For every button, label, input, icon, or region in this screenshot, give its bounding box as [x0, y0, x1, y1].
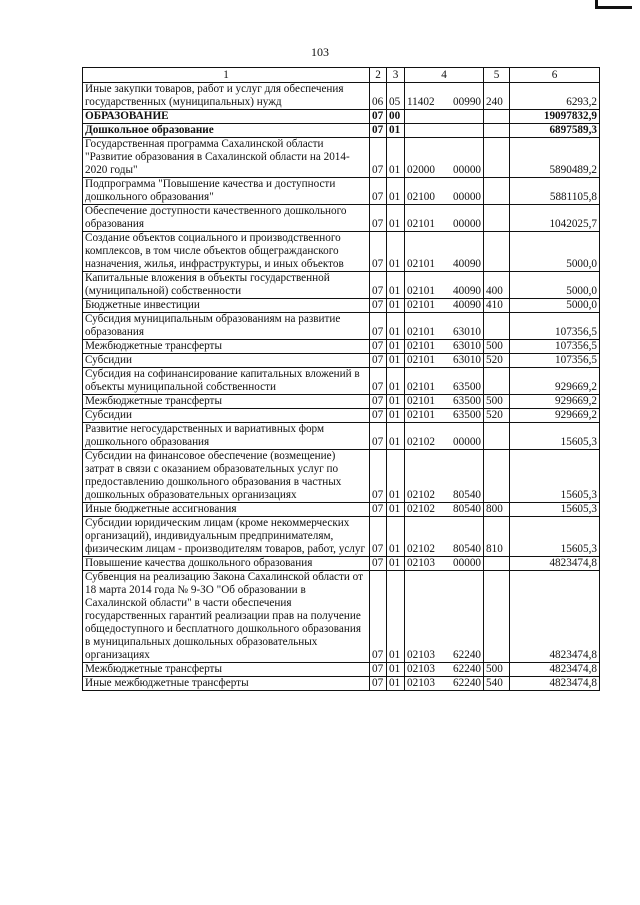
row-name: Субсидии — [83, 409, 370, 423]
page-number: 103 — [311, 45, 329, 59]
table-row — [83, 677, 600, 691]
row-subsection: 05 — [387, 83, 405, 110]
row-target-direction: 40090 — [453, 285, 481, 297]
row-target-program: 11402 — [407, 96, 435, 108]
row-amount: 4823474,8 — [510, 677, 600, 691]
row-name: Дошкольное образование — [83, 124, 370, 138]
row-target-program: 02103 — [407, 557, 435, 569]
row-name: Развитие негосударственных и вариативных форм дошкольного образования — [83, 423, 370, 450]
row-expense-type — [484, 110, 510, 124]
header-cell-3: 3 — [387, 68, 405, 83]
row-target-direction: 40090 — [453, 258, 481, 270]
corner-mark — [595, 0, 632, 9]
row-expense-type — [484, 232, 510, 272]
row-amount: 5000,0 — [510, 272, 600, 299]
row-target-article — [405, 110, 484, 124]
row-expense-type: 520 — [484, 354, 510, 368]
row-target-article — [405, 368, 484, 395]
row-section: 07 — [370, 423, 387, 450]
row-expense-type: 520 — [484, 409, 510, 423]
table-row — [83, 313, 600, 340]
row-target-direction: 80540 — [453, 489, 481, 501]
row-target-direction: 80540 — [453, 503, 481, 515]
table-row — [83, 232, 600, 272]
header-cell-6: 6 — [510, 68, 600, 83]
table-row — [83, 409, 600, 423]
header-cell-2: 2 — [370, 68, 387, 83]
table-row — [83, 340, 600, 354]
row-expense-type — [484, 205, 510, 232]
row-section: 07 — [370, 110, 387, 124]
row-target-direction: 40090 — [453, 299, 481, 311]
header-row — [83, 68, 600, 83]
row-target-article — [405, 124, 484, 138]
row-target-program: 02101 — [407, 285, 435, 297]
row-target-program: 02102 — [407, 503, 435, 515]
row-amount: 107356,5 — [510, 340, 600, 354]
row-target-program: 02000 — [407, 164, 435, 176]
table-row — [83, 395, 600, 409]
row-target-direction: 63010 — [453, 326, 481, 338]
row-target-direction: 00000 — [453, 557, 481, 569]
row-target-program: 02101 — [407, 381, 435, 393]
row-target-direction: 62240 — [453, 649, 481, 661]
table-row — [83, 368, 600, 395]
table-row — [83, 354, 600, 368]
row-target-program: 02102 — [407, 436, 435, 448]
row-subsection: 01 — [387, 124, 405, 138]
row-name: ОБРАЗОВАНИЕ — [83, 110, 370, 124]
row-name: Повышение качества дошкольного образования — [83, 557, 370, 571]
row-expense-type — [484, 368, 510, 395]
row-amount: 6897589,3 — [510, 124, 600, 138]
row-target-direction: 62240 — [453, 677, 481, 689]
row-subsection: 01 — [387, 205, 405, 232]
row-section: 07 — [370, 571, 387, 663]
row-name: Субвенция на реализацию Закона Сахалинской области от 18 марта 2014 года № 9-ЗО "Об образовании в Сахалинской области" в части обеспечения государственных гарантий реализации прав на получение общедоступного и бесплатного дошкольного образования в муниципальных дошкольных образовательных организациях — [83, 571, 370, 663]
row-target-program: 02101 — [407, 326, 435, 338]
row-expense-type: 500 — [484, 663, 510, 677]
row-target-program: 02101 — [407, 409, 435, 421]
row-target-program: 02101 — [407, 218, 435, 230]
table-row — [83, 110, 600, 124]
row-target-program: 02101 — [407, 395, 435, 407]
row-name: Субсидия на софинансирование капитальных вложений в объекты муниципальной собственности — [83, 368, 370, 395]
row-expense-type: 800 — [484, 503, 510, 517]
table-row — [83, 503, 600, 517]
row-target-program: 02101 — [407, 340, 435, 352]
row-name: Межбюджетные трансферты — [83, 340, 370, 354]
row-expense-type — [484, 178, 510, 205]
row-amount: 15605,3 — [510, 423, 600, 450]
row-target-program: 02100 — [407, 191, 435, 203]
row-amount: 5000,0 — [510, 232, 600, 272]
row-name: Межбюджетные трансферты — [83, 663, 370, 677]
header-cell-1: 1 — [83, 68, 370, 83]
row-section: 07 — [370, 354, 387, 368]
row-target-program: 02103 — [407, 677, 435, 689]
table-row — [83, 557, 600, 571]
row-name: Субсидии юридическим лицам (кроме некоммерческих организаций), индивидуальным предпринимателям, физическим лицам - производителям товаров, работ, услуг — [83, 517, 370, 557]
row-subsection: 01 — [387, 272, 405, 299]
row-target-article — [405, 205, 484, 232]
row-target-article — [405, 232, 484, 272]
row-section: 07 — [370, 299, 387, 313]
row-name: Государственная программа Сахалинской области "Развитие образования в Сахалинской области на 2014-2020 годы" — [83, 138, 370, 178]
row-amount: 15605,3 — [510, 450, 600, 503]
row-target-article — [405, 450, 484, 503]
row-amount: 1042025,7 — [510, 205, 600, 232]
row-amount: 15605,3 — [510, 503, 600, 517]
row-amount: 15605,3 — [510, 517, 600, 557]
row-target-program: 02103 — [407, 649, 435, 661]
row-target-program: 02101 — [407, 354, 435, 366]
row-target-article — [405, 503, 484, 517]
row-expense-type — [484, 571, 510, 663]
row-section: 07 — [370, 517, 387, 557]
row-subsection: 01 — [387, 313, 405, 340]
row-subsection: 01 — [387, 395, 405, 409]
row-target-article — [405, 571, 484, 663]
table-row — [83, 124, 600, 138]
row-target-article — [405, 299, 484, 313]
row-section: 07 — [370, 368, 387, 395]
row-target-direction: 80540 — [453, 543, 481, 555]
table-row — [83, 517, 600, 557]
row-amount: 107356,5 — [510, 354, 600, 368]
row-target-program: 02101 — [407, 258, 435, 270]
row-amount: 5000,0 — [510, 299, 600, 313]
row-subsection: 01 — [387, 368, 405, 395]
row-subsection: 01 — [387, 423, 405, 450]
row-expense-type: 400 — [484, 272, 510, 299]
row-subsection: 01 — [387, 409, 405, 423]
row-target-article — [405, 517, 484, 557]
row-section: 07 — [370, 272, 387, 299]
row-section: 07 — [370, 677, 387, 691]
row-name: Капитальные вложения в объекты государственной (муниципальной) собственности — [83, 272, 370, 299]
header-cell-4: 4 — [405, 68, 484, 83]
row-amount: 4823474,8 — [510, 571, 600, 663]
table-row — [83, 178, 600, 205]
row-subsection: 01 — [387, 571, 405, 663]
row-subsection: 01 — [387, 232, 405, 272]
row-section: 07 — [370, 409, 387, 423]
row-expense-type: 240 — [484, 83, 510, 110]
row-section: 07 — [370, 124, 387, 138]
row-section: 07 — [370, 178, 387, 205]
row-subsection: 01 — [387, 340, 405, 354]
row-subsection: 01 — [387, 663, 405, 677]
row-name: Создание объектов социального и производственного комплексов, в том числе объектов общегражданского назначения, жилья, инфраструктуры, и иных объектов — [83, 232, 370, 272]
row-name: Иные бюджетные ассигнования — [83, 503, 370, 517]
row-target-direction: 00000 — [453, 436, 481, 448]
row-subsection: 01 — [387, 354, 405, 368]
row-name: Обеспечение доступности качественного дошкольного образования — [83, 205, 370, 232]
row-section: 07 — [370, 340, 387, 354]
row-amount: 107356,5 — [510, 313, 600, 340]
row-name: Субсидии на финансовое обеспечение (возмещение) затрат в связи с оказанием образовательных услуг по предоставлению дошкольного образования в частных дошкольных образовательных организациях — [83, 450, 370, 503]
row-target-direction: 00000 — [453, 218, 481, 230]
row-section: 07 — [370, 450, 387, 503]
row-amount: 5890489,2 — [510, 138, 600, 178]
row-expense-type: 500 — [484, 340, 510, 354]
row-target-article — [405, 83, 484, 110]
table-row — [83, 663, 600, 677]
row-expense-type — [484, 313, 510, 340]
row-subsection: 01 — [387, 677, 405, 691]
table-row — [83, 138, 600, 178]
row-section: 07 — [370, 138, 387, 178]
row-name: Субсидии — [83, 354, 370, 368]
table-row — [83, 205, 600, 232]
row-subsection: 01 — [387, 450, 405, 503]
row-target-article — [405, 395, 484, 409]
row-target-article — [405, 557, 484, 571]
row-amount: 929669,2 — [510, 409, 600, 423]
row-name: Иные межбюджетные трансферты — [83, 677, 370, 691]
row-target-article — [405, 272, 484, 299]
row-target-program: 02102 — [407, 489, 435, 501]
row-target-article — [405, 313, 484, 340]
row-name: Бюджетные инвестиции — [83, 299, 370, 313]
row-target-article — [405, 340, 484, 354]
row-subsection: 01 — [387, 557, 405, 571]
row-target-article — [405, 178, 484, 205]
table-body — [83, 83, 600, 691]
row-expense-type: 410 — [484, 299, 510, 313]
row-target-direction: 63500 — [453, 395, 481, 407]
row-amount: 929669,2 — [510, 368, 600, 395]
row-target-article — [405, 677, 484, 691]
row-subsection: 00 — [387, 110, 405, 124]
row-target-direction: 63500 — [453, 381, 481, 393]
row-section: 07 — [370, 205, 387, 232]
row-subsection: 01 — [387, 503, 405, 517]
row-expense-type — [484, 138, 510, 178]
row-section: 07 — [370, 663, 387, 677]
row-section: 06 — [370, 83, 387, 110]
header-cell-5: 5 — [484, 68, 510, 83]
row-amount: 4823474,8 — [510, 663, 600, 677]
row-expense-type — [484, 124, 510, 138]
row-target-direction: 63010 — [453, 340, 481, 352]
table-row — [83, 423, 600, 450]
row-expense-type: 810 — [484, 517, 510, 557]
row-target-direction: 00990 — [453, 96, 481, 108]
row-amount: 929669,2 — [510, 395, 600, 409]
row-name: Подпрограмма "Повышение качества и доступности дошкольного образования" — [83, 178, 370, 205]
row-name: Иные закупки товаров, работ и услуг для обеспечения государственных (муниципальных) нужд — [83, 83, 370, 110]
row-subsection: 01 — [387, 517, 405, 557]
table-row — [83, 272, 600, 299]
row-section: 07 — [370, 395, 387, 409]
row-target-article — [405, 354, 484, 368]
row-amount: 4823474,8 — [510, 557, 600, 571]
table-row — [83, 450, 600, 503]
row-target-article — [405, 423, 484, 450]
row-section: 07 — [370, 232, 387, 272]
table-row — [83, 299, 600, 313]
row-subsection: 01 — [387, 138, 405, 178]
row-target-direction: 63010 — [453, 354, 481, 366]
row-amount: 19097832,9 — [510, 110, 600, 124]
table-row — [83, 83, 600, 110]
row-target-program: 02102 — [407, 543, 435, 555]
row-target-article — [405, 663, 484, 677]
budget-table — [82, 67, 600, 691]
row-subsection: 01 — [387, 299, 405, 313]
row-target-program: 02101 — [407, 299, 435, 311]
row-name: Субсидия муниципальным образованиям на развитие образования — [83, 313, 370, 340]
row-subsection: 01 — [387, 178, 405, 205]
row-target-program: 02103 — [407, 663, 435, 675]
row-section: 07 — [370, 503, 387, 517]
row-target-direction: 00000 — [453, 164, 481, 176]
row-target-direction: 63500 — [453, 409, 481, 421]
row-expense-type: 500 — [484, 395, 510, 409]
row-amount: 6293,2 — [510, 83, 600, 110]
row-expense-type: 540 — [484, 677, 510, 691]
table-row — [83, 571, 600, 663]
row-target-article — [405, 409, 484, 423]
row-expense-type — [484, 557, 510, 571]
row-expense-type — [484, 423, 510, 450]
row-target-direction: 00000 — [453, 191, 481, 203]
row-target-direction: 62240 — [453, 663, 481, 675]
row-target-article — [405, 138, 484, 178]
row-name: Межбюджетные трансферты — [83, 395, 370, 409]
row-expense-type — [484, 450, 510, 503]
row-amount: 5881105,8 — [510, 178, 600, 205]
row-section: 07 — [370, 557, 387, 571]
row-section: 07 — [370, 313, 387, 340]
